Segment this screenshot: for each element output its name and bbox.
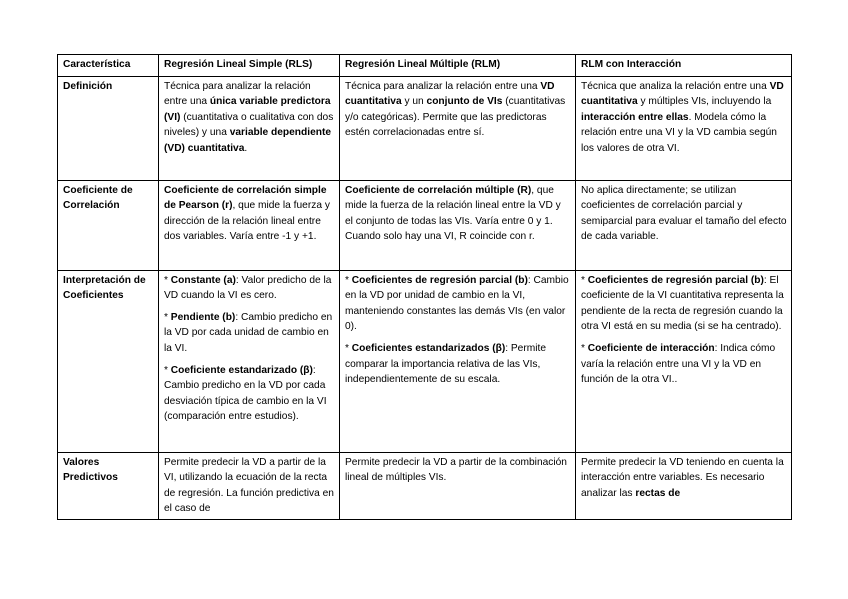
text-run: * xyxy=(164,311,171,323)
row-label: Interpretación de Coeficientes xyxy=(58,270,159,452)
text-run: : Valor predicho de la VD cuando la VI es cero. xyxy=(164,274,332,302)
text-run: : Cambio predicho en la VD por cada unidad de cambio en la VI. xyxy=(164,311,333,354)
table-row xyxy=(58,76,792,180)
text-run: . Modela cómo la relación entre una VI y la VD cambia según los valores de otra VI. xyxy=(581,111,777,154)
text-run: Técnica para analizar la relación entre una xyxy=(345,80,541,92)
bold-text: Coeficiente de correlación simple de Pearson (r) xyxy=(164,184,327,212)
cell-paragraph xyxy=(345,79,571,141)
cell-paragraph xyxy=(581,341,787,388)
bold-text: Coeficientes de regresión parcial (b) xyxy=(587,274,764,286)
text-run: Permite predecir la VD teniendo en cuenta la interacción entre variables. Es necesario analizar las xyxy=(581,456,784,499)
cell-paragraph xyxy=(581,79,787,157)
header-cell: Regresión Lineal Múltiple (RLM) xyxy=(340,55,576,77)
text-run: , que mide la fuerza y dirección de la relación lineal entre dos variables. Varía entre -1 y +1. xyxy=(164,200,330,243)
text-run: No aplica directamente; se utilizan coeficientes de correlación parcial y semiparcial para evaluar el tamaño del efecto de cada variable. xyxy=(581,184,787,243)
text-run: Técnica que analiza la relación entre una xyxy=(581,80,770,92)
bold-text: Coeficiente estandarizado (β) xyxy=(170,364,313,376)
table-cell xyxy=(576,76,792,180)
text-run: : Cambio predicho en la VD por cada desviación típica de cambio en la VI (comparación entre estudios). xyxy=(164,364,327,423)
cell-paragraph xyxy=(164,455,335,517)
table-header-row xyxy=(58,55,792,77)
comparison-table xyxy=(57,54,792,520)
table-cell xyxy=(159,452,340,519)
text-run: : Indica cómo varía la relación entre una VI y la VD en función de la otra VI.. xyxy=(581,342,776,386)
bold-text: rectas de xyxy=(635,487,681,499)
bold-text: VD cuantitativa xyxy=(345,80,555,108)
bold-text: conjunto de VIs xyxy=(426,96,503,108)
bold-text: interacción entre ellas xyxy=(581,111,689,123)
row-label: Definición xyxy=(58,76,159,180)
bold-text: Constante (a) xyxy=(170,274,236,286)
cell-paragraph xyxy=(581,455,787,502)
header-cell: RLM con Interacción xyxy=(576,55,792,77)
cell-paragraph xyxy=(164,273,335,304)
cell-paragraph xyxy=(345,183,571,245)
header-cell: Regresión Lineal Simple (RLS) xyxy=(159,55,340,77)
cell-content xyxy=(581,455,787,519)
bold-text: única variable predictora (VI) xyxy=(164,96,331,123)
text-run: , que mide la fuerza de la relación lineal entre la VD y el conjunto de todas las VIs. Varía entre 0 y 1. Cuando solo hay una VI, R coincide con r. xyxy=(345,184,561,243)
cell-paragraph xyxy=(164,183,335,245)
table-cell xyxy=(159,76,340,180)
text-run: * xyxy=(581,342,588,354)
text-run: y un xyxy=(401,96,427,108)
header-cell: Característica xyxy=(58,55,159,77)
bold-text: Coeficientes de regresión parcial (b) xyxy=(351,274,528,286)
bold-text: VD cuantitativa xyxy=(581,80,784,108)
cell-paragraph xyxy=(164,310,335,357)
text-run: Permite predecir la VD a partir de la combinación lineal de múltiples VIs. xyxy=(345,456,567,484)
text-run: : Cambio en la VD por unidad de cambio en la VI, manteniendo constantes las demás VIs (en valor 0). xyxy=(345,274,569,333)
cell-paragraph xyxy=(164,363,335,425)
table-cell xyxy=(576,180,792,270)
bold-text: Coeficiente de correlación múltiple (R) xyxy=(345,184,532,196)
cell-content xyxy=(345,455,571,519)
cell-paragraph xyxy=(345,341,571,388)
cell-paragraph xyxy=(345,455,571,486)
text-run: * xyxy=(581,274,588,286)
cell-content xyxy=(164,455,335,519)
text-run: . xyxy=(244,142,248,154)
bold-text: variable dependiente (VD) cuantitativa xyxy=(164,127,332,154)
table-row xyxy=(58,270,792,452)
bold-text: Pendiente (b) xyxy=(170,311,236,323)
text-run: Técnica para analizar la relación entre una xyxy=(164,80,311,108)
row-label: Coeficiente de Correlación xyxy=(58,180,159,270)
cell-paragraph xyxy=(581,273,787,335)
table-cell xyxy=(159,270,340,452)
table-cell xyxy=(576,452,792,519)
text-run: (cuantitativa o cualitativa con dos niveles) y una xyxy=(164,111,334,139)
bold-text: Coeficientes estandarizados (β) xyxy=(351,342,506,354)
text-run: y múltiples VIs, incluyendo la xyxy=(637,96,772,108)
bold-text: Coeficiente de interacción xyxy=(587,342,715,354)
table-cell xyxy=(340,180,576,270)
text-run: * xyxy=(164,364,171,376)
table-cell xyxy=(159,180,340,270)
cell-paragraph xyxy=(164,79,335,157)
text-run: * xyxy=(345,274,352,286)
text-run: (cuantitativas y/o categóricas). Permite que las predictoras estén correlacionadas entre sí. xyxy=(345,96,566,139)
text-run: Permite predecir la VD a partir de la VI, utilizando la ecuación de la recta de regresión. La función predictiva en el caso de xyxy=(164,456,334,515)
table-cell xyxy=(340,270,576,452)
table-cell xyxy=(340,452,576,519)
cell-paragraph xyxy=(345,273,571,335)
table-row xyxy=(58,180,792,270)
table-row xyxy=(58,452,792,519)
table-cell xyxy=(340,76,576,180)
text-run: : Permite comparar la importancia relativa de las VIs, independientemente de su escala. xyxy=(345,342,546,386)
text-run: : El coeficiente de la VI cuantitativa representa la pendiente de la recta de regresión cuando la otra VI está en su media (si se ha centrado). xyxy=(581,274,784,333)
text-run: * xyxy=(345,342,352,354)
cell-paragraph xyxy=(581,183,787,245)
row-label: Valores Predictivos xyxy=(58,452,159,519)
table-cell xyxy=(576,270,792,452)
text-run: * xyxy=(164,274,171,286)
